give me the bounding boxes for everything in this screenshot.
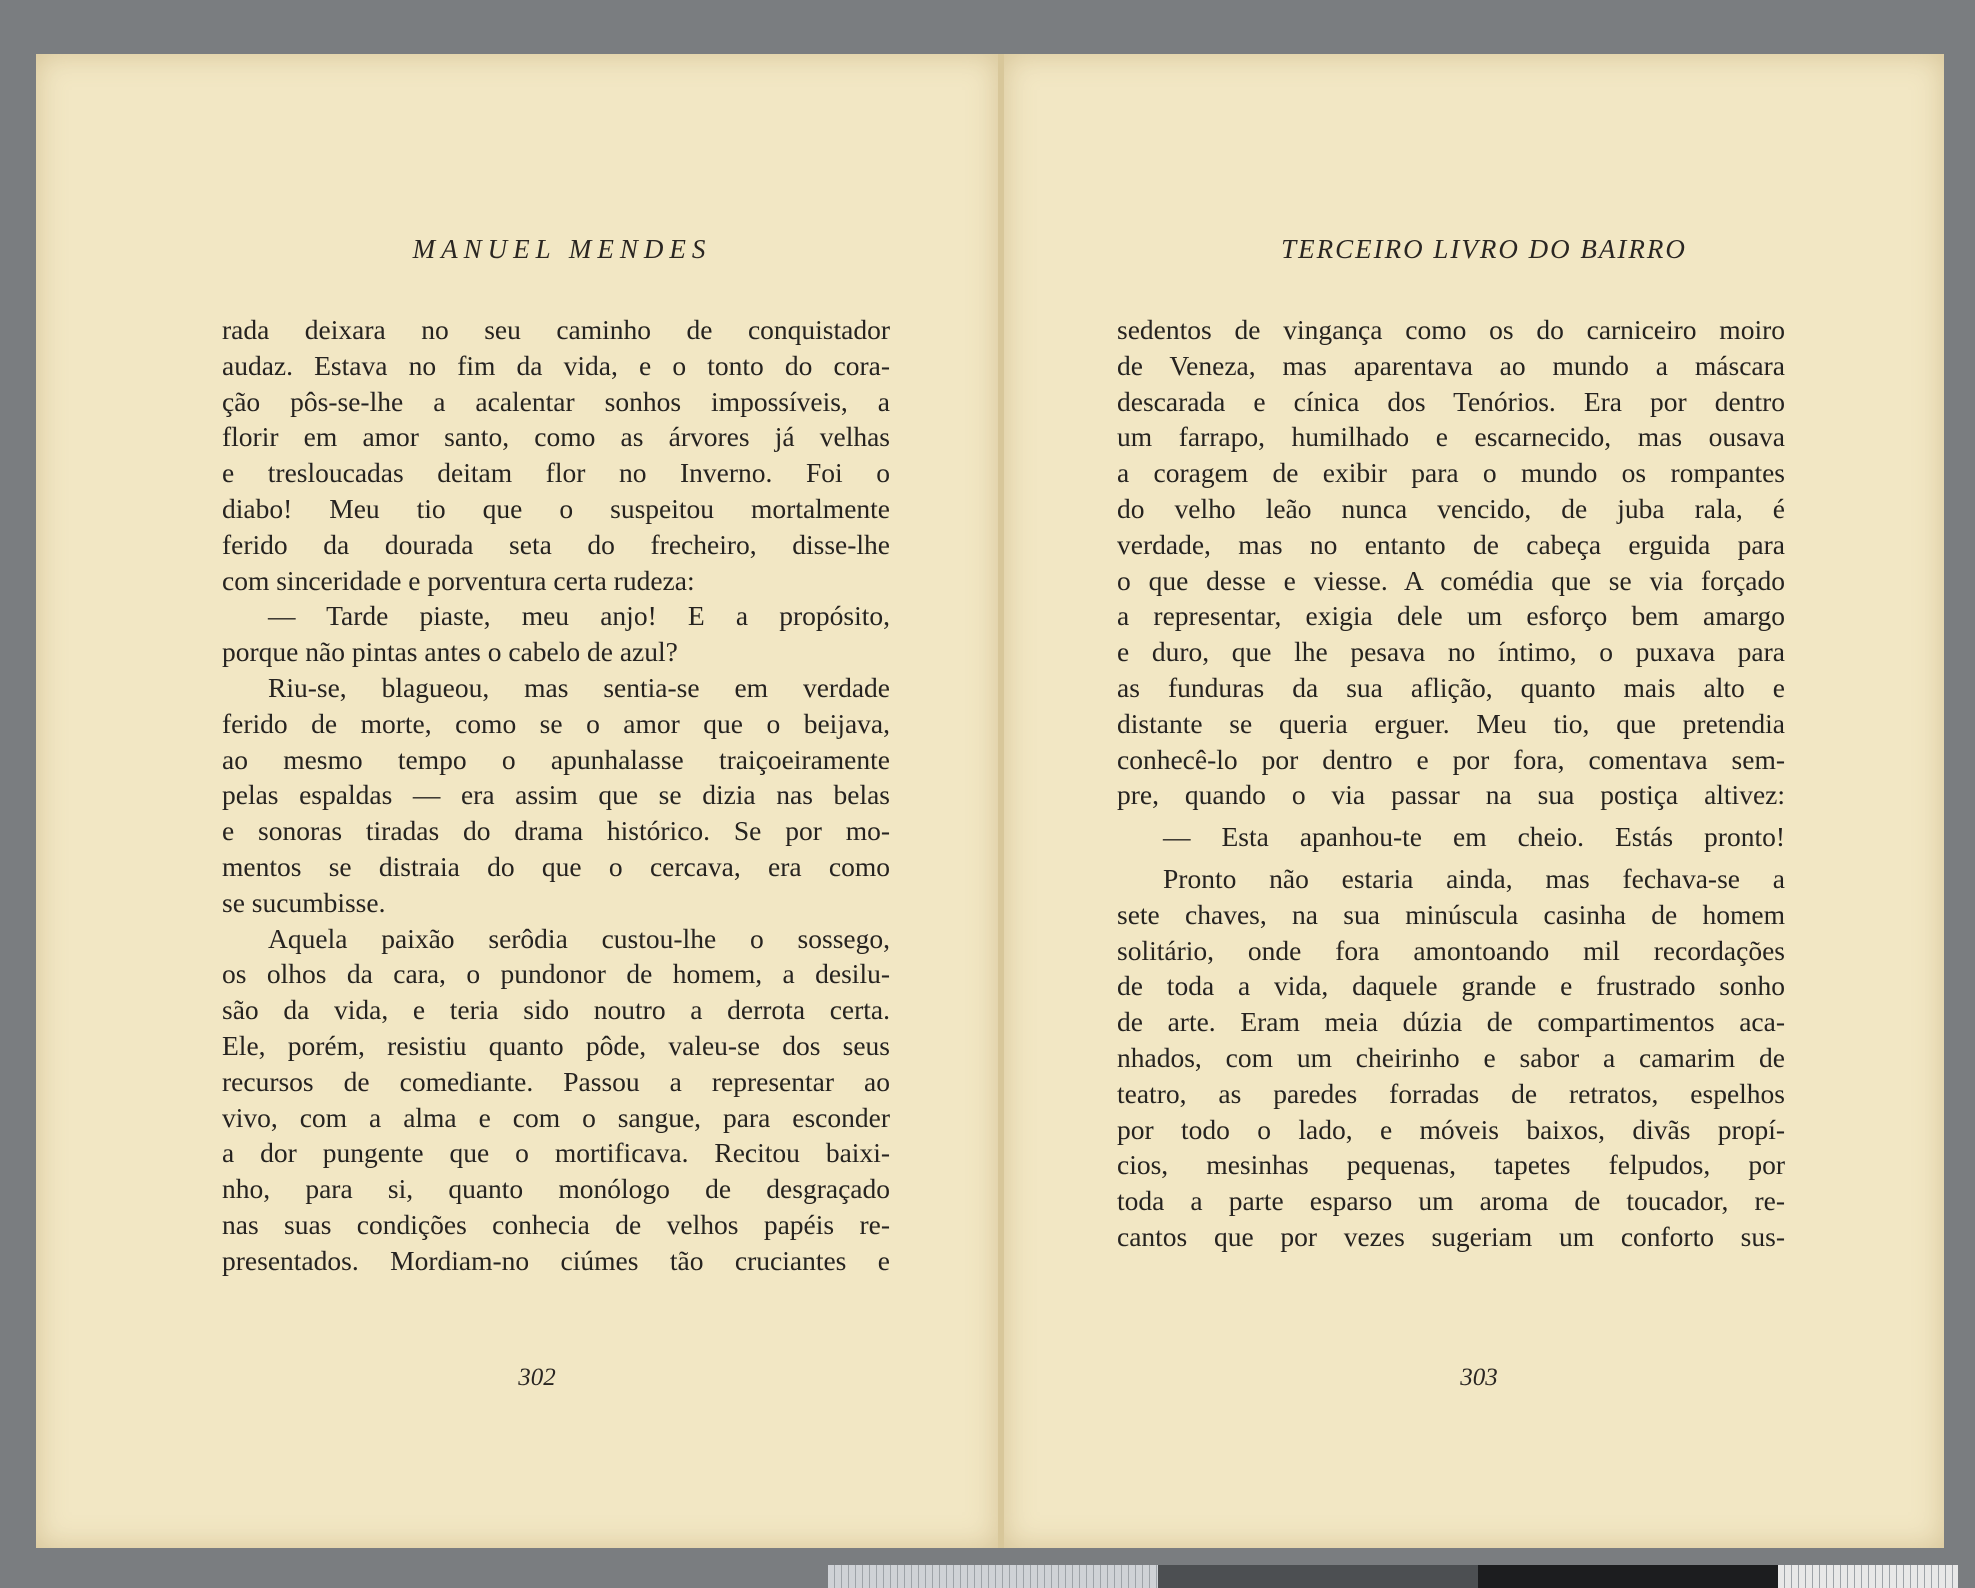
text-line: teatro, as paredes forradas de retratos, espelhos — [1117, 1077, 1785, 1109]
text-line: por todo o lado, e móveis baixos, divãs propí- — [1117, 1113, 1785, 1145]
text-line: pre, quando o via passar na sua postiça altivez: — [1117, 779, 1785, 811]
text-line: e duro, que lhe pesava no íntimo, o puxava para — [1117, 636, 1785, 668]
text-line: diabo! Meu tio que o suspeitou mortalmente — [222, 492, 890, 524]
text-line: os olhos da cara, o pundonor de homem, a desilu- — [222, 958, 890, 990]
text-line: presentados. Mordiam-no ciúmes tão cruciantes e — [222, 1244, 890, 1276]
text-line: ferido de morte, como se o amor que o beijava, — [222, 707, 890, 739]
text-line: verdade, mas no entanto de cabeça erguida para — [1117, 528, 1785, 560]
text-line: ao mesmo tempo o apunhalasse traiçoeiramente — [222, 743, 890, 775]
text-line: as funduras da sua aflição, quanto mais alto e — [1117, 671, 1785, 703]
text-line: audaz. Estava no fim da vida, e o tonto do cora- — [222, 349, 890, 381]
right-body-text — [1117, 312, 1785, 1255]
left-body-text — [222, 312, 890, 1279]
text-line: florir em amor santo, como as árvores já velhas — [222, 421, 890, 453]
text-line: de arte. Eram meia dúzia de compartimentos aca- — [1117, 1006, 1785, 1038]
text-line: rada deixara no seu caminho de conquistador — [222, 314, 890, 345]
text-line: vivo, com a alma e com o sangue, para esconder — [222, 1101, 890, 1133]
text-line: porque não pintas antes o cabelo de azul? — [222, 636, 678, 668]
ruler-black-patch — [1478, 1565, 1778, 1588]
left-page-number: 302 — [518, 1364, 556, 1391]
text-line: nho, para si, quanto monólogo de desgraçado — [222, 1173, 890, 1205]
text-line: Aquela paixão serôdia custou-lhe o sossego, — [268, 922, 890, 954]
text-line: cios, mesinhas pequenas, tapetes felpudos, por — [1117, 1149, 1785, 1181]
text-line: — Esta apanhou-te em cheio. Estás pronto! — [1163, 821, 1785, 853]
ruler-scale-segment — [1778, 1565, 1958, 1588]
text-line: solitário, onde fora amontoando mil recordações — [1117, 934, 1785, 966]
color-calibration-ruler — [828, 1565, 1958, 1588]
ruler-gray-patch — [1158, 1565, 1478, 1588]
text-line: se sucumbisse. — [222, 886, 386, 918]
text-line: a coragem de exibir para o mundo os rompantes — [1117, 457, 1785, 489]
text-line: toda a parte esparso um aroma de toucador, re- — [1117, 1185, 1785, 1217]
text-line: o que desse e viesse. A comédia que se via forçado — [1117, 564, 1785, 596]
text-line: recursos de comediante. Passou a representar ao — [222, 1065, 890, 1097]
right-page — [1001, 54, 1944, 1548]
text-line: Riu-se, blagueou, mas sentia-se em verdade — [268, 671, 890, 703]
text-line: Ele, porém, resistiu quanto pôde, valeu-se dos seus — [222, 1029, 890, 1061]
text-line: e tresloucadas deitam flor no Inverno. Foi o — [222, 457, 890, 489]
text-line: sete chaves, na sua minúscula casinha de homem — [1117, 898, 1785, 930]
text-line: nas suas condições conhecia de velhos papéis re- — [222, 1208, 890, 1240]
right-running-head: TERCEIRO LIVRO DO BAIRRO — [1281, 234, 1687, 264]
text-line: ferido da dourada seta do frecheiro, disse-lhe — [222, 528, 890, 560]
text-line: com sinceridade e porventura certa rudeza: — [222, 564, 695, 596]
left-running-head: MANUEL MENDES — [412, 234, 712, 264]
text-line: Pronto não estaria ainda, mas fechava-se a — [1163, 862, 1785, 894]
ruler-scale-segment — [828, 1565, 1158, 1588]
text-line: pelas espaldas — era assim que se dizia nas belas — [222, 779, 890, 811]
text-line: do velho leão nunca vencido, de juba rala, é — [1117, 492, 1785, 524]
text-line: — Tarde piaste, meu anjo! E a propósito, — [268, 600, 890, 632]
text-line: a dor pungente que o mortificava. Recitou baixi- — [222, 1137, 890, 1169]
text-line: nhados, com um cheirinho e sabor a camarim de — [1117, 1041, 1785, 1073]
text-line: são da vida, e teria sido noutro a derrota certa. — [222, 994, 890, 1026]
text-line: cantos que por vezes sugeriam um conforto sus- — [1117, 1220, 1785, 1252]
text-line: de toda a vida, daquele grande e frustrado sonho — [1117, 970, 1785, 1002]
text-line: conhecê-lo por dentro e por fora, comentava sem- — [1117, 743, 1785, 775]
right-page-number: 303 — [1460, 1364, 1498, 1391]
text-line: mentos se distraia do que o cercava, era como — [222, 850, 890, 882]
text-line: e sonoras tiradas do drama histórico. Se por mo- — [222, 815, 890, 847]
text-line: sedentos de vingança como os do carniceiro moiro — [1117, 314, 1785, 345]
text-line: de Veneza, mas aparentava ao mundo a máscara — [1117, 349, 1785, 381]
text-line: descarada e cínica dos Tenórios. Era por dentro — [1117, 385, 1785, 417]
left-page — [36, 54, 1001, 1548]
text-line: distante se queria erguer. Meu tio, que pretendia — [1117, 707, 1785, 739]
text-line: a representar, exigia dele um esforço bem amargo — [1117, 600, 1785, 632]
text-line: um farrapo, humilhado e escarnecido, mas ousava — [1117, 421, 1785, 453]
text-line: ção pôs-se-lhe a acalentar sonhos impossíveis, a — [222, 385, 890, 417]
